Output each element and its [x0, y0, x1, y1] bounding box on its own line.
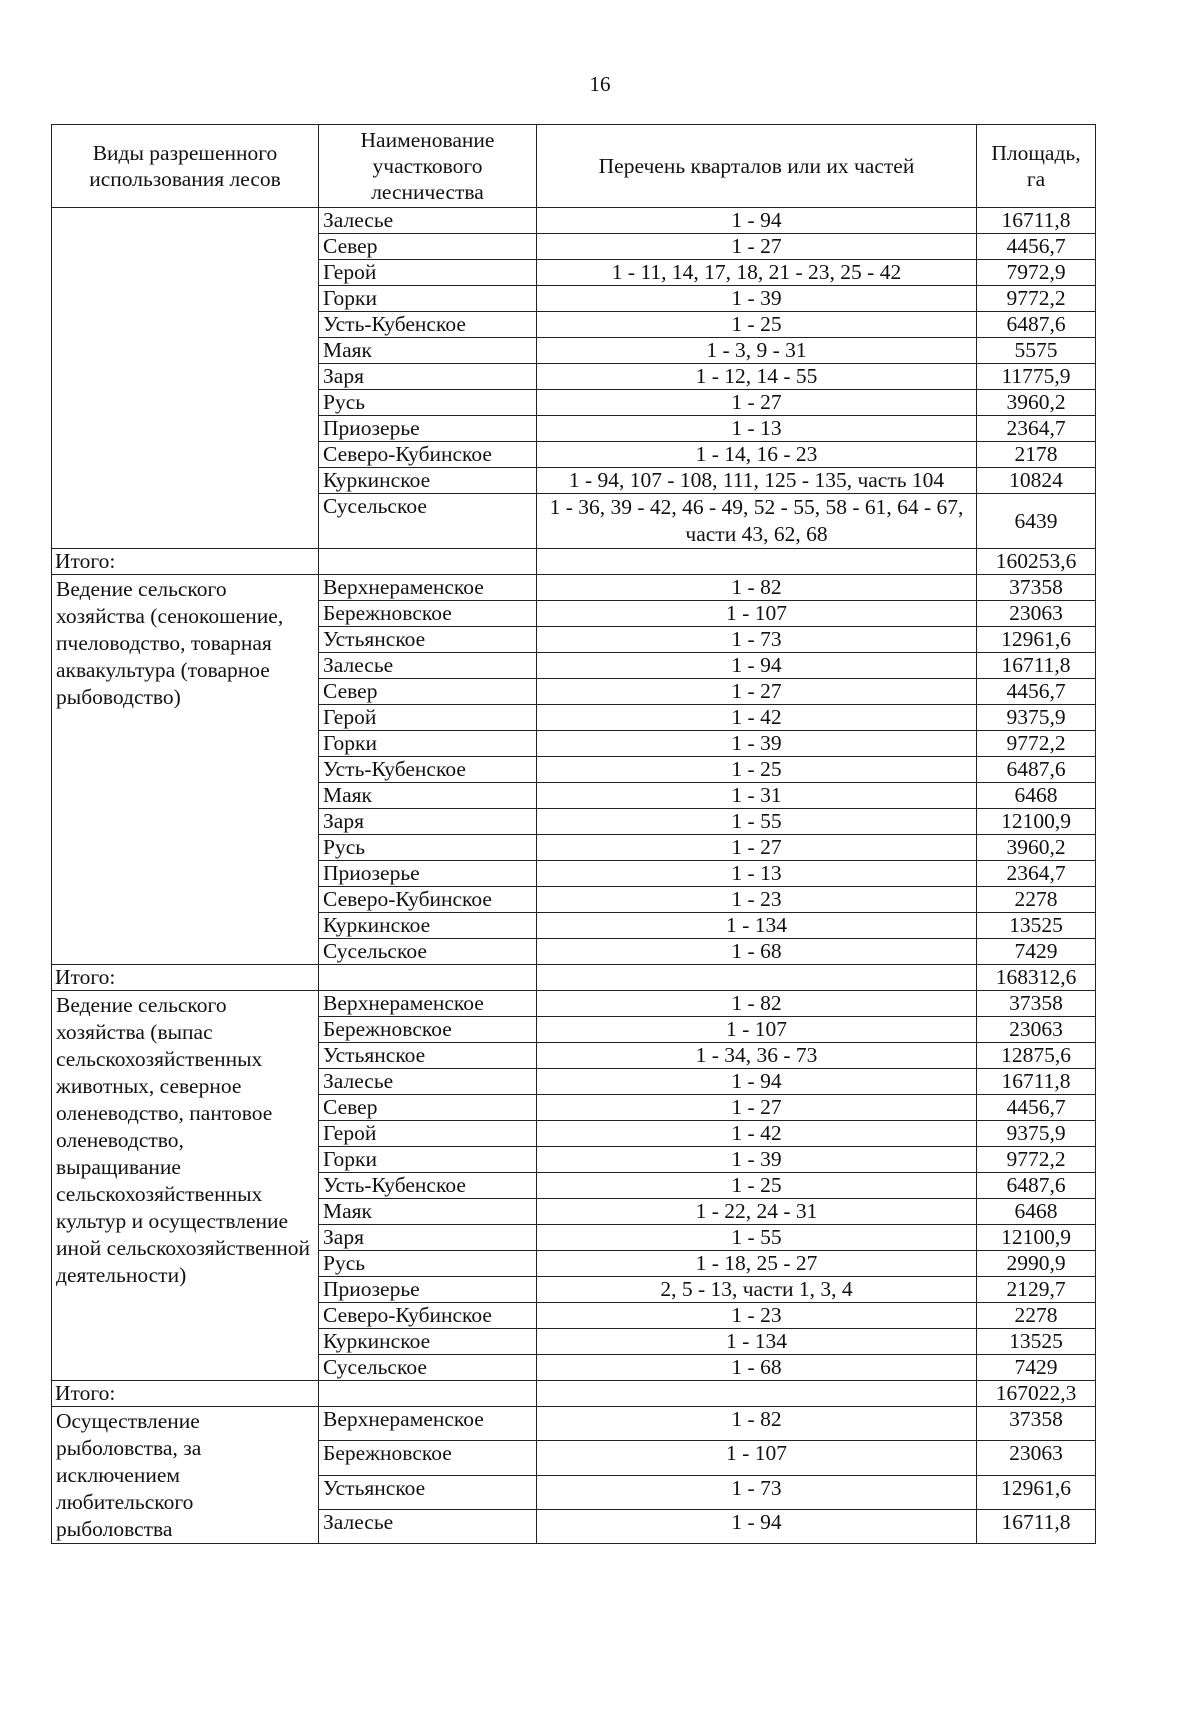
quarters-list: 1 - 31 [537, 783, 977, 809]
forestry-name: Сусельское [319, 939, 537, 965]
total-label: Итого: [52, 549, 319, 575]
quarters-list: 1 - 73 [537, 1475, 977, 1509]
forestry-name: Сусельское [319, 494, 537, 549]
area-value: 37358 [977, 991, 1096, 1017]
quarters-list: 1 - 25 [537, 1173, 977, 1199]
quarters-list: 1 - 68 [537, 939, 977, 965]
area-value: 5575 [977, 338, 1096, 364]
quarters-list: 1 - 94 [537, 653, 977, 679]
quarters-list: 1 - 27 [537, 835, 977, 861]
forestry-name: Горки [319, 286, 537, 312]
area-value: 37358 [977, 575, 1096, 601]
total-label: Итого: [52, 1381, 319, 1407]
quarters-list: 1 - 22, 24 - 31 [537, 1199, 977, 1225]
quarters-list: 1 - 27 [537, 679, 977, 705]
forestry-name: Русь [319, 835, 537, 861]
area-value: 9772,2 [977, 1147, 1096, 1173]
quarters-list: 1 - 34, 36 - 73 [537, 1043, 977, 1069]
total-row [52, 549, 1096, 575]
quarters-list: 1 - 27 [537, 390, 977, 416]
area-value: 2178 [977, 442, 1096, 468]
forestry-name: Верхнераменское [319, 991, 537, 1017]
quarters-list: 1 - 23 [537, 887, 977, 913]
area-value: 4456,7 [977, 679, 1096, 705]
area-value: 3960,2 [977, 390, 1096, 416]
forestry-name: Куркинское [319, 913, 537, 939]
forestry-name: Северо-Кубинское [319, 1303, 537, 1329]
forestry-name: Русь [319, 390, 537, 416]
area-value: 13525 [977, 1329, 1096, 1355]
table-row [52, 208, 1096, 234]
quarters-list: 1 - 25 [537, 757, 977, 783]
area-value: 2278 [977, 1303, 1096, 1329]
table-body [52, 208, 1096, 1544]
table-row [52, 991, 1096, 1017]
total-area: 160253,6 [977, 549, 1096, 575]
area-value: 2364,7 [977, 861, 1096, 887]
forestry-name: Устьянское [319, 627, 537, 653]
table-row [52, 575, 1096, 601]
quarters-list: 1 - 107 [537, 1441, 977, 1475]
quarters-list: 1 - 134 [537, 913, 977, 939]
area-value: 12100,9 [977, 809, 1096, 835]
quarters-list: 1 - 55 [537, 1225, 977, 1251]
forestry-name: Залесье [319, 1509, 537, 1543]
area-value: 2129,7 [977, 1277, 1096, 1303]
quarters-list: 1 - 18, 25 - 27 [537, 1251, 977, 1277]
forestry-name: Приозерье [319, 1277, 537, 1303]
forestry-name: Север [319, 679, 537, 705]
area-value: 16711,8 [977, 1069, 1096, 1095]
total-row [52, 965, 1096, 991]
area-value: 11775,9 [977, 364, 1096, 390]
quarters-list: 1 - 13 [537, 416, 977, 442]
area-value: 6439 [977, 494, 1096, 549]
area-value: 16711,8 [977, 653, 1096, 679]
quarters-list: 1 - 3, 9 - 31 [537, 338, 977, 364]
quarters-list: 1 - 36, 39 - 42, 46 - 49, 52 - 55, 58 - 61, 64 - 67, части 43, 62, 68 [537, 494, 977, 549]
forestry-name: Бережновское [319, 1441, 537, 1475]
forestry-name: Горки [319, 731, 537, 757]
forestry-name: Залесье [319, 653, 537, 679]
total-empty-cell [319, 1381, 537, 1407]
forestry-name: Верхнераменское [319, 575, 537, 601]
quarters-list: 1 - 134 [537, 1329, 977, 1355]
quarters-list: 1 - 94 [537, 1509, 977, 1543]
total-empty-cell [537, 549, 977, 575]
forestry-name: Маяк [319, 1199, 537, 1225]
quarters-list: 1 - 27 [537, 1095, 977, 1121]
quarters-list: 1 - 13 [537, 861, 977, 887]
area-value: 6487,6 [977, 1173, 1096, 1199]
quarters-list: 1 - 94, 107 - 108, 111, 125 - 135, часть 104 [537, 468, 977, 494]
forestry-name: Северо-Кубинское [319, 442, 537, 468]
forestry-name: Герой [319, 705, 537, 731]
quarters-list: 1 - 27 [537, 234, 977, 260]
quarters-list: 1 - 25 [537, 312, 977, 338]
area-value: 12100,9 [977, 1225, 1096, 1251]
quarters-list: 1 - 23 [537, 1303, 977, 1329]
area-value: 12961,6 [977, 627, 1096, 653]
forestry-name: Куркинское [319, 1329, 537, 1355]
forestry-name: Усть-Кубенское [319, 312, 537, 338]
forest-use-table [51, 124, 1096, 1544]
quarters-list: 1 - 82 [537, 1407, 977, 1441]
area-value: 9375,9 [977, 1121, 1096, 1147]
total-empty-cell [319, 549, 537, 575]
forestry-name: Залесье [319, 1069, 537, 1095]
total-empty-cell [537, 965, 977, 991]
area-value: 10824 [977, 468, 1096, 494]
area-value: 6468 [977, 1199, 1096, 1225]
quarters-list: 1 - 82 [537, 575, 977, 601]
total-row [52, 1381, 1096, 1407]
quarters-list: 1 - 94 [537, 208, 977, 234]
header-quarters: Перечень кварталов или их частей [537, 125, 977, 208]
quarters-list: 1 - 107 [537, 601, 977, 627]
use-type-cell: Ведение сельского хозяйства (сенокошение, пчеловодство, товарная аквакультура (товарное рыбоводство) [52, 575, 319, 965]
area-value: 9772,2 [977, 731, 1096, 757]
area-value: 7972,9 [977, 260, 1096, 286]
area-value: 2990,9 [977, 1251, 1096, 1277]
area-value: 23063 [977, 1441, 1096, 1475]
area-value: 9772,2 [977, 286, 1096, 312]
forestry-name: Северо-Кубинское [319, 887, 537, 913]
area-value: 13525 [977, 913, 1096, 939]
forestry-name: Сусельское [319, 1355, 537, 1381]
quarters-list: 1 - 73 [537, 627, 977, 653]
area-value: 7429 [977, 939, 1096, 965]
area-value: 12875,6 [977, 1043, 1096, 1069]
area-value: 4456,7 [977, 234, 1096, 260]
forestry-name: Залесье [319, 208, 537, 234]
forestry-name: Приозерье [319, 416, 537, 442]
forestry-name: Герой [319, 1121, 537, 1147]
total-empty-cell [319, 965, 537, 991]
forestry-name: Маяк [319, 783, 537, 809]
header-row [52, 125, 1096, 208]
header-use: Виды разрешенного использования лесов [52, 125, 319, 208]
forestry-name: Усть-Кубенское [319, 757, 537, 783]
area-value: 16711,8 [977, 208, 1096, 234]
area-value: 6487,6 [977, 757, 1096, 783]
forestry-name: Верхнераменское [319, 1407, 537, 1441]
forestry-name: Куркинское [319, 468, 537, 494]
area-value: 9375,9 [977, 705, 1096, 731]
forestry-name: Заря [319, 809, 537, 835]
forestry-name: Заря [319, 364, 537, 390]
quarters-list: 1 - 12, 14 - 55 [537, 364, 977, 390]
forestry-name: Русь [319, 1251, 537, 1277]
area-value: 2278 [977, 887, 1096, 913]
total-empty-cell [537, 1381, 977, 1407]
use-type-cell: Осуществление рыболовства, за исключением любительского рыболовства [52, 1407, 319, 1544]
forestry-name: Устьянское [319, 1475, 537, 1509]
forestry-name: Горки [319, 1147, 537, 1173]
quarters-list: 1 - 42 [537, 705, 977, 731]
forestry-name: Маяк [319, 338, 537, 364]
use-type-cell-continued [52, 208, 319, 549]
area-value: 2364,7 [977, 416, 1096, 442]
header-area: Площадь, га [977, 125, 1096, 208]
area-value: 7429 [977, 1355, 1096, 1381]
quarters-list: 1 - 39 [537, 286, 977, 312]
quarters-list: 1 - 39 [537, 1147, 977, 1173]
quarters-list: 1 - 55 [537, 809, 977, 835]
forestry-name: Бережновское [319, 601, 537, 627]
area-value: 4456,7 [977, 1095, 1096, 1121]
area-value: 12961,6 [977, 1475, 1096, 1509]
area-value: 6468 [977, 783, 1096, 809]
quarters-list: 1 - 11, 14, 17, 18, 21 - 23, 25 - 42 [537, 260, 977, 286]
forestry-name: Устьянское [319, 1043, 537, 1069]
quarters-list: 1 - 14, 16 - 23 [537, 442, 977, 468]
area-value: 6487,6 [977, 312, 1096, 338]
quarters-list: 1 - 107 [537, 1017, 977, 1043]
forestry-name: Усть-Кубенское [319, 1173, 537, 1199]
forest-use-table-container [51, 124, 1095, 1544]
forestry-name: Заря [319, 1225, 537, 1251]
header-forestry: Наименование участкового лесничества [319, 125, 537, 208]
total-area: 168312,6 [977, 965, 1096, 991]
total-label: Итого: [52, 965, 319, 991]
area-value: 3960,2 [977, 835, 1096, 861]
forestry-name: Приозерье [319, 861, 537, 887]
area-value: 37358 [977, 1407, 1096, 1441]
forestry-name: Бережновское [319, 1017, 537, 1043]
area-value: 23063 [977, 1017, 1096, 1043]
quarters-list: 1 - 94 [537, 1069, 977, 1095]
forestry-name: Север [319, 1095, 537, 1121]
forestry-name: Герой [319, 260, 537, 286]
area-value: 23063 [977, 601, 1096, 627]
quarters-list: 1 - 39 [537, 731, 977, 757]
use-type-cell: Ведение сельского хозяйства (выпас сельскохозяйственных животных, северное оленеводство, пантовое оленеводство, выращивание сельскохозяйственных культур и осуществление иной сельскохозяйственной деятельности) [52, 991, 319, 1381]
quarters-list: 1 - 82 [537, 991, 977, 1017]
area-value: 16711,8 [977, 1509, 1096, 1543]
page-number: 16 [589, 72, 611, 96]
forestry-name: Север [319, 234, 537, 260]
quarters-list: 1 - 68 [537, 1355, 977, 1381]
quarters-list: 2, 5 - 13, части 1, 3, 4 [537, 1277, 977, 1303]
total-area: 167022,3 [977, 1381, 1096, 1407]
quarters-list: 1 - 42 [537, 1121, 977, 1147]
table-row [52, 1407, 1096, 1441]
